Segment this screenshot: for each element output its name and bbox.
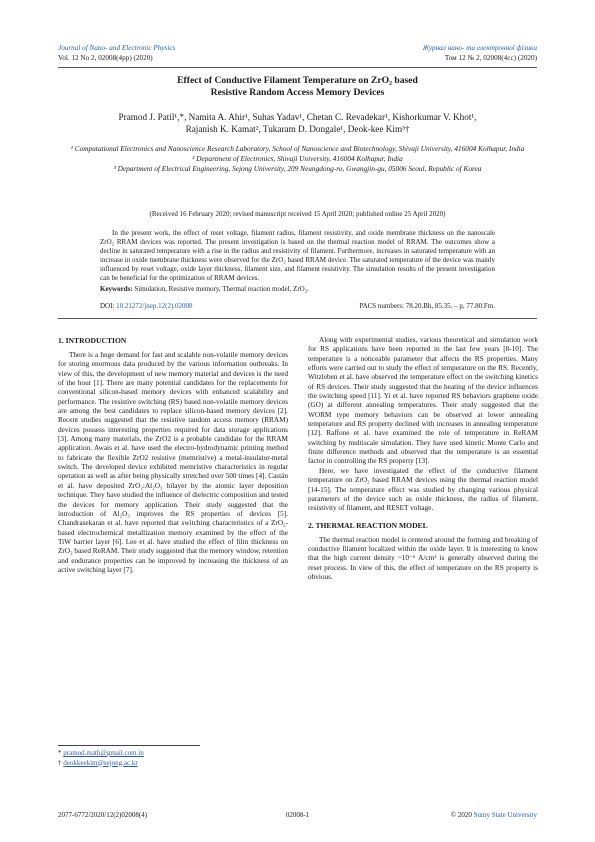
affiliation-1: ¹ Computational Electronics and Nanoscience Research Laboratory, School of Nanoscience and Biotechnology, Shivaji University, 416004 Kolhapur, India — [70, 144, 525, 153]
pacs-numbers: PACS numbers: 78.20.Bh, 85.35. – p, 77.80.Fm. — [359, 302, 495, 310]
volume-info-en: Vol. 12 No 2, 02008(4pp) (2020) — [58, 53, 153, 62]
footnote-mark: * — [58, 749, 64, 757]
footnote-email-1 — [58, 749, 144, 759]
keywords — [100, 285, 495, 293]
affiliation-2: ² Department of Electronics, Shivaji University, 416004 Kolhapur, India — [192, 153, 403, 163]
affiliations — [70, 144, 525, 173]
page-number: 02008-1 — [285, 811, 310, 819]
authors-line-1: Pramod J. Patil¹,*, Namita A. Ahir¹, Suhas Yadav¹, Chetan C. Revadekar¹, Kishorkumar V. Khot¹, — [118, 112, 477, 122]
title-line-1: Effect of Conductive Filament Temperature on ZrO₂ based — [177, 75, 418, 86]
keywords-text: Simulation, Resistive memory, Thermal reaction model, ZrO₂. — [132, 285, 309, 293]
running-header-right — [423, 44, 537, 63]
paper-title — [58, 75, 537, 98]
copyright-text: © 2020 — [450, 811, 474, 819]
doi-label: DOI: — [100, 302, 117, 310]
section-heading-introduction: 1. INTRODUCTION — [58, 336, 127, 345]
received-dates: (Received 16 February 2020; revised manuscript received 15 April 2020; published online 25 April 2020) — [149, 210, 446, 218]
email-link-2[interactable]: deokkeekim@sejong.ac.kr — [63, 758, 138, 767]
front-matter-divider — [58, 318, 537, 319]
journal-name-en: Journal of Nano- and Electronic Physics — [58, 44, 176, 52]
model-paragraph-1: The thermal reaction model is centered around the forming and breaking of conductive filament localized within the oxide layer. It is interesting to know that the high current density ~10⁻⁶ A/cm² is generally observed during the reset process. In view of this, the effect of temperature on the RS property is obvious. — [308, 535, 538, 581]
intro-paragraph-1: There is a huge demand for fast and scalable non-volatile memory devices for storing enormous data produced by the various information outbreaks. In view of this, the development of new memory material and devices is the need of the hour [1]. There are many potential candidates for the replacements for conventional silicon-based memory devices with enhanced scalability and performance. The resistive switching (RS) based non-volatile memory devices are among the best candidates to replace silicon-based memory devices [2]. Recent studies suggested that the resistive random access memory (RRAM) devices possess interesting properties required for data storage applications [3]. Among many materials, the ZrO2 is a probable candidate for the RRAM application. Awais et al. have used the electro-hydrodynamic printing method to fabricate the flexible ZrO2 resistive (memristive) a metal-insulator-metal switch. The developed device exhibited memristive characteristics in regular operation as well as after being physically stretched over 500 times [4]. Castán et al. have deposited ZrO₂:Al₂O₃ bilayer by the atomic layer deposition technique. They have studied the influence of dielectric composition and tested the devices for memory application. Their study suggested that the introduction of Al₂O₃ improves the RS properties of devices [5]. Chandrasekaran et al. have reported that switching characteristics of a ZrO₂-based electrochemical metallization memory examined by the effect of the TiW barrier layer [6]. Lee et al. have studied the effect of film thickness on ZrO₂ based ReRAM. Their study suggested that the memory window, retention and endurance properties can be improved by increasing the thickness of an active switching layer [7]. — [58, 351, 288, 574]
footer-copyright — [451, 811, 537, 819]
journal-name-ua: Журнал нано- та електронної фізики — [422, 44, 537, 52]
footnotes — [58, 749, 144, 768]
doi — [100, 302, 193, 310]
footnote-email-2 — [58, 759, 144, 769]
publisher-name: Sumy State University — [473, 811, 537, 819]
right-column — [308, 336, 538, 582]
header-divider — [58, 67, 537, 68]
intro-paragraph-2: Along with experimental studies, various theoretical and simulation work for RS applications have been reported in the last few years [8-10]. The temperature is a noticeable parameter that affects the RS properties. Many efforts were carried out to study the effect of temperature on the RS. Recently, Witzleben et al. have observed the temperature effect on the switching kinetics of RS devices. Their study suggested that the heating of the device influences the switching speed [11]. Yi et al. have reported RS behaviors graphene oxide (GO) at different annealing temperatures. Their study suggested that the WORM type memory behaviors can be observed at lower annealing temperature and RS property declined with increases in annealing temperature [12]. Raffone et al. have examined the role of temperature in ReRAM switching by multiscale simulation. They have used kinetic Monte Carlo and finite difference methods and observed that the temperature is an essential factor in controlling the RS property [13]. — [308, 336, 538, 466]
abstract: In the present work, the effect of reset voltage, filament radius, filament resistivity, and oxide membrane thickness on the nanoscale ZrO₂ RRAM devices was reported. The present investigation is based on the thermal reaction model of RRAM. The outcomes show a decline in saturated temperature with a rise in the radius and resistivity of filament. Furthermore, increases in saturated temperature with an increase in oxide membrane thickness were observed for the ZrO₂ based RRAM device. The saturated temperature of the device was mainly influenced by reset voltage, oxide layer thickness, filament size, and filament resistivity. The simulation results of the present investigation can be beneficial for the optimization of RRAM devices. — [100, 229, 495, 282]
affiliation-3: ³ Department of Electrical Engineering, Sejong University, 209 Neungdong-ro, Gwangjin-gu, 05006 Seoul, Republic of Korea — [113, 163, 482, 173]
authors-line-2: Rajanish K. Kamat², Tukaram D. Dongale¹, Deok-kee Kim³† — [185, 124, 410, 135]
title-line-2: Resistive Random Access Memory Devices — [210, 86, 385, 98]
keywords-label: Keywords: — [100, 285, 133, 293]
intro-paragraph-3: Here, we have investigated the effect of the conductive filament temperature on ZrO₂ based RRAM devices using the thermal reaction model [14-15]. The temperature effect was studied by changing various physical parameters of the device such as oxide thickness, the radius of filament, resistivity of filament, and RESET voltage. — [308, 466, 538, 513]
footer-issn: 2077-6772/2020/12(2)02008(4) — [58, 811, 148, 819]
left-column — [58, 336, 288, 575]
footnote-mark: † — [58, 758, 64, 767]
doi-link[interactable]: 10.21272/jnep.12(2).02008 — [116, 302, 193, 310]
email-link-1[interactable]: pramod.math@gmail.com.in — [63, 749, 144, 757]
running-header-left — [58, 44, 175, 63]
author-list — [58, 111, 537, 135]
volume-info-ua: Том 12 № 2, 02008(4cc) (2020) — [444, 53, 537, 62]
footnote-divider — [58, 745, 200, 746]
section-heading-thermal-model: 2. THERMAL REACTION MODEL — [308, 520, 428, 530]
